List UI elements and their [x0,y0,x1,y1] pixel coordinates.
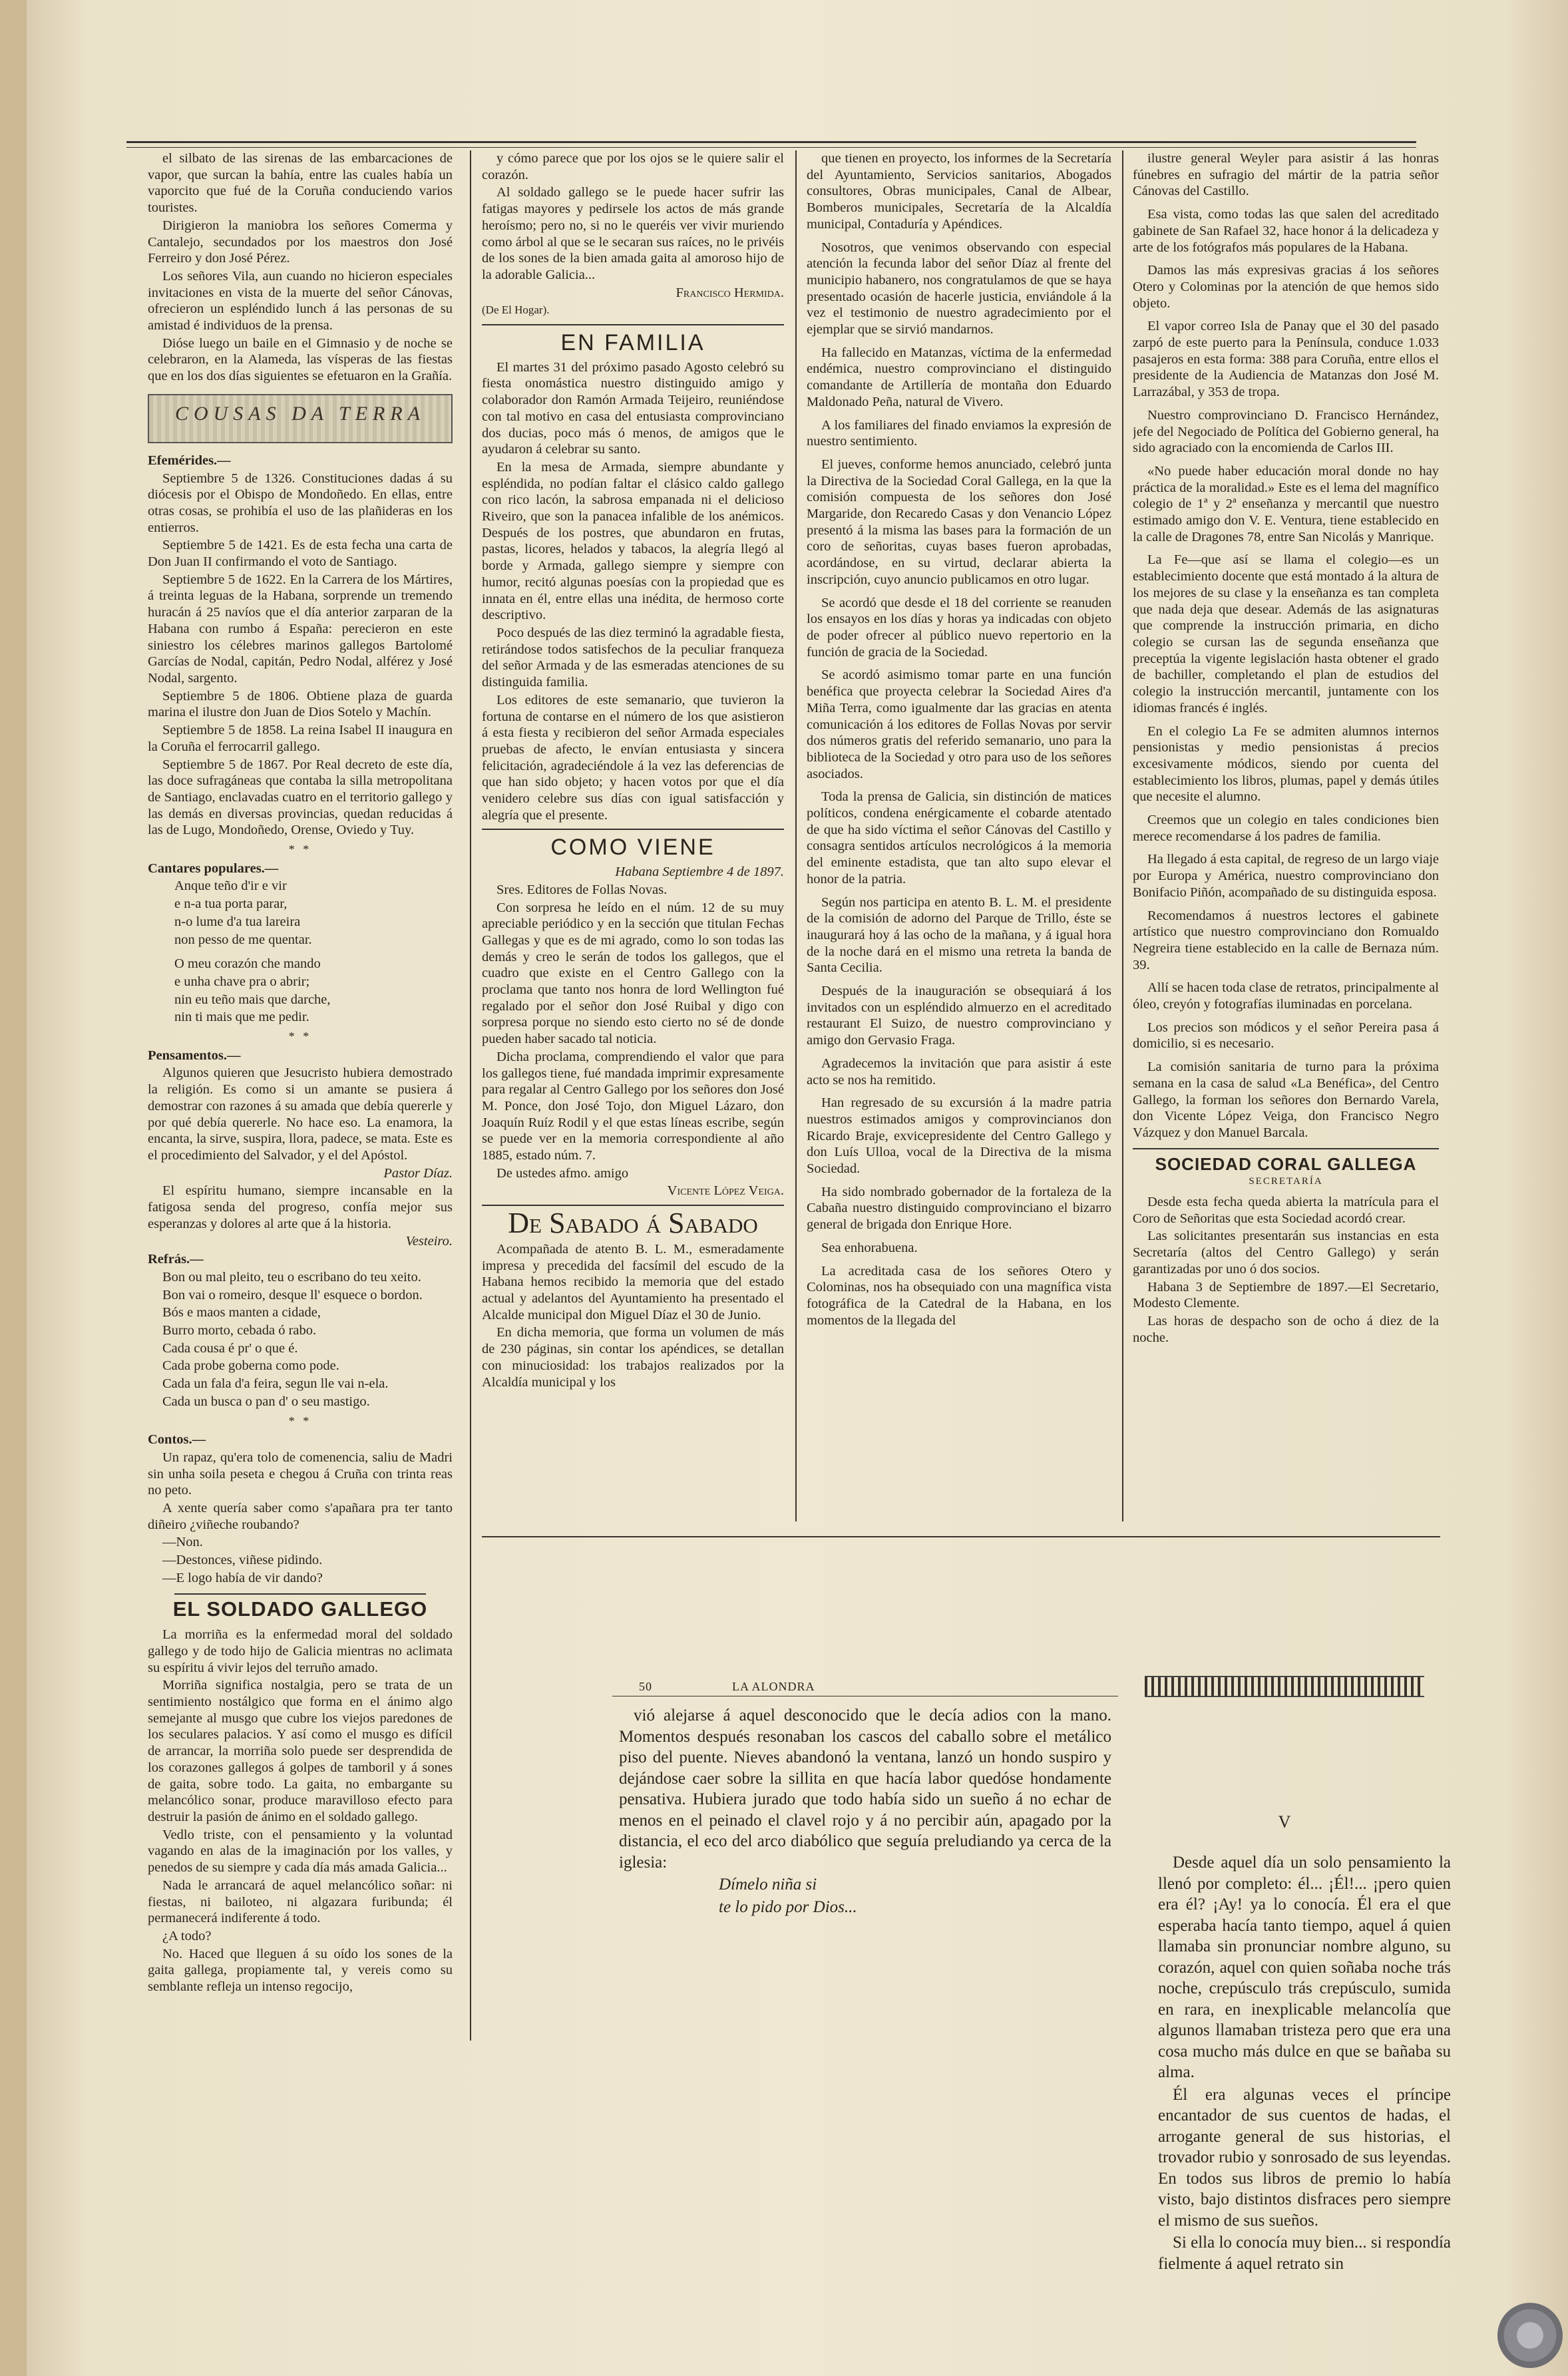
paragraph: Esa vista, como todas las que salen del acreditado gabinete de San Rafael 32, hace honor á la delicadeza y arte de los fotógrafos más populares de la Habana. [1133,207,1439,255]
paragraph: Las solicitantes presentarán sus instancias en esta Secretaría (altos del Centro Gallego) y serán garantizadas por uno ó dos socios. [1133,1229,1439,1277]
col3-text [807,150,1111,1328]
refras-heading: Refrás.— [148,1252,204,1267]
viene-date: Habana Septiembre 4 de 1897. [615,865,784,880]
paragraph: Nuestro comprovinciano D. Francisco Hernández, jefe del Negociado de Política del Gobierno general, ha sido agraciado con la encomienda de Carlos III. [1133,407,1439,456]
column-rule [470,150,471,2041]
paragraph: Los señores Vila, aun cuando no hicieron especiales invitaciones en vista de la muerte del señor Cánovas, ofrecieron un espléndido lunch á las personas de su amistad é individuos de la prensa. [148,268,453,333]
paragraph: A los familiares del finado enviamos la expresión de nuestro sentimiento. [807,417,1111,449]
verse-line: e n-a tua porta parar, [174,896,288,912]
paragraph: El jueves, conforme hemos anunciado, celebró junta la Directiva de la Sociedad Coral Gallega, en la que la comisión compuesta de los señores don José Margaride, don Recaredo Casas y don Venancio López presentó á la misma las bases para la formación de un coro de señoritas, cuyas bases fueron aprobadas, acordándose, en su virtud, declarar abierta la inscripción, cuyo anuncio publicamos en otro lugar. [807,457,1111,587]
hermida-signature: Francisco Hermida. [676,285,784,300]
paragraph: Ha sido nombrado gobernador de la fortaleza de la Cabaña nuestro distinguido comprovinciano el bizarro general de brigada don Enrique Hore. [807,1184,1111,1233]
refras-list [148,1269,453,1410]
paragraph: Desde esta fecha queda abierta la matrícula para el Coro de Señoritas que esta Sociedad acordó crear. [1133,1195,1439,1226]
column-rule [795,150,797,1521]
paragraph: Los editores de este semanario, que tuvieron la fortuna de contarse en el número de los que asistieron á esta fiesta y recibieron del señor Armada especiales pruebas de afecto, le envían entusiasta y sincera felicitación, agradeciéndole á la vez las deferencias de que han sido objeto; y hacen votos por que el día venidero celebre sus días con igual satisfacción y alegría que el presente. [482,692,784,823]
verse-line: nin eu teño mais que darche, [174,992,331,1007]
running-head: LA ALONDRA [732,1680,815,1693]
paragraph: Él era algunas veces el príncipe encantador de sus cuentos de hadas, el arrogante general de sus historias, el trovador rubio y sonrosado de sus leyendas. En todos sus libros de premio lo había visto, bajo distintos disfraces pero siempre el mismo de sus sueños. [1158,2085,1451,2230]
paper-edge [0,0,27,2376]
paragraph: Desde aquel día un solo pensamiento la llenó por completo: él... ¡Él!... ¡pero quien era él? ¡Ay! ya lo conocía. Él era el que esperaba hacía tanto tiempo, aquel á quien llamaba sin pronunciar nombre alguno, su corazón, aquel con quien soñaba noche trás noche, crepúsculo trás crepúsculo, sumida en rara, en inexplicable melancolía que algunos llamaban tristeza pero que era una cosa mucho más dulce en que se bañaba su alma. [1158,1854,1451,2081]
pensamentos-signature-2: Vesteiro. [405,1234,453,1249]
paragraph: Acompañada de atento B. L. M., esmeradamente impresa y precedida del facsímil del escudo de la Habana hemos recibido la memoria que del estado actual y adelantos del Ayuntamiento ha presentado el Alcalde municipal don Miguel Díaz el 30 de Junio. [482,1241,784,1322]
cantares-verse-1 [148,878,453,948]
efemerides-heading: Efemérides.— [148,453,231,468]
paragraph: En la mesa de Armada, siempre abundante y espléndida, no podían faltar el clásico caldo gallego con rico lacón, la sabrosa empanada ni el delicioso Riveiro, que son la panacea infalible de los anémicos. Después de los postres, que abundaron en frutas, pastas, licores, helados y tabacos, la alegría llegó al borde y Armada, gallego siempre y siempre con humor, recitó algunas poesías con la propiedad que es innata en él, entre ellas una inédita, de hermoso corte descriptivo. [482,459,784,623]
paragraph: Las horas de despacho son de ocho á diez de la noche. [1133,1314,1439,1345]
verse-line: Dímelo niña si [719,1876,817,1893]
soldado-text [148,1627,453,1995]
paragraph: La comisión sanitaria de turno para la próxima semana en la casa de salud «La Benéfica», del Centro Gallego, la forman los señores don Bernardo Varela, don Vicente López Veiga, don Francisco Negro Vázquez y don Manuel Barcala. [1133,1060,1439,1140]
paragraph: ¿A todo? [162,1928,212,1943]
paragraph: Después de la inauguración se obsequiará á los invitados con un espléndido almuerzo en el acreditado restaurant El Suizo, de nuestro comprovinciano y amigo don Gervasio Fraga. [807,984,1111,1048]
pensamentos-text-2: El espíritu humano, siempre incansable en la fatigosa senda del progreso, confía mejor sus esperanzas y dolores al arte que á la historia. [148,1183,453,1231]
lower-middle-text: vió alejarse á aquel desconocido que le decía adios con la mano. Momentos después resonaban los cascos del caballo sobre el metálico piso del puente. Nieves abandonó la ventana, lanzó un hondo suspiro y dejándose caer sobre la sillita en que hacía labor quedóse hondamente pensativa. Hubiera jurado que todo había sido un sueño á no echar de menos en el peinado el clavel rojo y á no percibir aún, apagado por la distancia, el eco del arco diabólico que seguía preludiando ya cerca de la iglesia: [619,1706,1111,1872]
paragraph: que tienen en proyecto, los informes de la Secretaría del Ayuntamiento, Servicios sanitarios, Abogados consultores, Obras municipales, Canal de Albear, Bomberos municipales, Secretaría de la Alcaldía municipal, Contaduría y Apéndices. [807,151,1111,232]
efemerides-list [148,471,453,839]
paragraph: Bon ou mal pleito, teu o escribano do teu xeito. [162,1269,421,1285]
library-seal [1497,2303,1563,2368]
bottom-rule [482,1536,1440,1537]
viene-text [482,900,784,1182]
sabado-title: De Sabado á Sabado [508,1207,758,1240]
paragraph: Habana 3 de Septiembre de 1897.—El Secretario, Modesto Clemente. [1133,1279,1439,1311]
coral-text [1133,1194,1439,1346]
cantares-heading: Cantares populares.— [148,861,279,876]
coral-subtitle: SECRETARÍA [1249,1176,1323,1187]
paragraph: Burro morto, cebada ó rabo. [162,1323,317,1338]
paragraph: Con sorpresa he leído en el núm. 12 de su muy apreciable periódico y en la sección que titulan Fechas Gallegas y que es de mi agrado, como lo son todas las demás y creo le serán de todos los gallegos, que el cuadro que existe en el Centro Gallego con la proclama que tanto nos honra de lord Wellington fué regalado por el señor don José Ruibal y digo con sorpresa porque no siendo esto cierto no sé de donde pueden haber sacado tal noticia. [482,900,784,1047]
chapter-number: V [1278,1812,1291,1832]
cousas-da-terra-banner [148,394,453,443]
paragraph: Recomendamos á nuestros lectores el gabinete artístico que nuestro comprovinciano don Romualdo Negreira tiene establecido en la calle de Bernaza núm. 39. [1133,908,1439,972]
section-divider [482,1205,784,1206]
paragraph: y cómo parece que por los ojos se le quiere salir el corazón. [482,151,784,182]
paragraph: Cada probe goberna como pode. [162,1358,339,1374]
paragraph: Dióse luego un baile en el Gimnasio y de noche se celebraron, en la Alameda, las vísperas de las fiestas que en los dos días siguientes se efetuaron en la Grañía. [148,335,453,384]
en-familia-title: EN FAMILIA [560,330,705,356]
column-1 [148,150,453,2044]
asterism: * * [288,1030,312,1044]
column-rule [1122,150,1123,1521]
verse-line: te lo pido por Dios... [719,1897,857,1916]
paragraph: Bós e maos manten a cidade, [162,1305,321,1320]
pensamentos-signature: Pastor Díaz. [383,1165,453,1181]
paragraph: Ha llegado á esta capital, de regreso de un largo viaje por Europa y América, nuestro comprovinciano don Bonifacio Piñón, acompañado de su distinguida esposa. [1133,852,1439,900]
paragraph: Nada le arrancará de aquel melancólico soñar: ni fiestas, ni bailoteo, ni algazara furibunda; él permanecerá indiferente á todo. [148,1878,453,1926]
paragraph: Agradecemos la invitación que para asistir á este acto se nos ha remitido. [807,1056,1111,1088]
pensamentos-heading: Pensamentos.— [148,1048,241,1063]
paragraph: A xente quería saber como s'apañara pra ter tanto diñeiro ¿viñeche roubando? [148,1501,453,1532]
paragraph: —Non. [162,1535,203,1550]
paragraph: Bon vai o romeiro, desque ll' esquece o bordon. [162,1287,423,1302]
section-divider [174,1593,426,1595]
paragraph: Septiembre 5 de 1421. Es de esta fecha una carta de Don Juan II confirmando el voto de Santiago. [148,538,453,570]
paragraph: Al soldado gallego se le puede hacer sufrir las fatigas mayores y pedirsele los actos de más grande heroísmo; pero no, si no le queréis ver vivir muriendo como árbol al que se le secaran sus raíces, no le privéis de los sones de la bien amada gaita al amoroso hijo de la adorable Galicia... [482,185,784,282]
paragraph: No. Haced que lleguen á su oído los sones de la gaita gallega, propiamente tal, y vereis como su semblante refleja un intenso regocijo, [148,1946,453,1995]
ornament-band [1145,1676,1424,1697]
paragraph: La Fe—que así se llama el colegio—es un establecimiento docente que está montado á la altura de los mejores de su clase y la enseñanza es tan completa que nada deja que desear. Además de las asignaturas que comprende la instrucción primaria, en dicho colegio se cursan las de segunda enseñanza que preceptúa la vigente legislación hasta obtener el grado de bachiller, completando el plan de estudios del colegio la instrucción mercantil, juntamente con los idiomas francés é inglés. [1133,552,1439,715]
paragraph: Han regresado de su excursión á la madre patria nuestros estimados amigos y comprovincianos don Ricardo Braje, exvicepresidente del Centro Gallego y don Luís Ulloa, vocal de la Directiva de la misma Sociedad. [807,1095,1111,1177]
como-viene-title: COMO VIENE [550,835,715,861]
section-divider [1133,1148,1439,1149]
soldado-title: EL SOLDADO GALLEGO [172,1597,428,1621]
paragraph: Dirigieron la maniobra los señores Comerma y Cantalejo, secundados por los maestros don José Ferreiro y don José Pérez. [148,218,453,266]
top-rule [126,141,1416,148]
paragraph: Septiembre 5 de 1622. En la Carrera de los Mártires, á treinta leguas de la Habana, sorprende un tremendo huracán á 25 navíos que el día anterior zarparan de la Habana con rumbo á España: perecieron en este siniestro los célebres marinos gallegos Bartolomé Garcías de Nodal, capitán, Pedro Nodal, alférez y José Nodal, sargento. [148,572,453,686]
cantares-verse-2 [148,956,453,1026]
paragraph: Damos las más expresivas gracias á los señores Otero y Colominas por la atención de que hemos sido objeto. [1133,263,1439,311]
contos-heading: Contos.— [148,1432,206,1448]
section-divider [482,829,784,830]
paragraph: —E logo había de vir dando? [162,1570,323,1585]
paragraph: Septiembre 5 de 1867. Por Real decreto de este día, las doce sufragáneas que contaba la silla metropolitana de Santiago, enclavadas cuatro en el territorio gallego y las demás en diversas provincias, quedan reducidas á las de Lugo, Mondoñedo, Orense, Oviedo y Tuy. [148,757,453,838]
paragraph: Vedlo triste, con el pensamiento y la voluntad vagando en alas de la imaginación por los valles, y penedos de su siempre y cada día más amada Galicia... [148,1827,453,1876]
banner-text: COUSAS DA TERRA [174,402,426,425]
paragraph: Septiembre 5 de 1326. Constituciones dadas á su diócesis por el Obispo de Mondoñedo. En ellas, entre otras cosas, se prohibía el uso de las plañideras en los entierros. [148,471,453,535]
section-divider [482,324,784,325]
paragraph: Dicha proclama, comprendiendo el valor que para los gallegos tiene, fué mandada imprimir expresamente para regalar al Centro Gallego por los señores don José M. Ponce, don José Tojo, don Miguel Lázaro, don Joaquín Ruíz Rodil y el que estas líneas escribe, según se puede ver en la memoria correspondiente al año 1885, estado núm. 7. [482,1049,784,1163]
verse-line: n-o lume d'a tua lareira [174,914,301,929]
paragraph: Se acordó que desde el 18 del corriente se reanuden los ensayos en los días y horas ya indicadas con objeto de poder ofrecer al público nuevo repertorio en la función de gracia de la Sociedad. [807,595,1111,660]
paragraph: Ha fallecido en Matanzas, víctima de la enfermedad endémica, nuestro comprovinciano el distinguido comandante de Artillería de montaña don Eduardo Maldonado Peña, natural de Vivero. [807,345,1111,409]
paragraph: La morriña es la enfermedad moral del soldado gallego y de todo hijo de Galicia mientras no aclimata su espíritu á vivir lejos del terruño amado. [148,1627,453,1675]
paragraph: Según nos participa en atento B. L. M. el presidente de la comisión de adorno del Parque de Trillo, éste se inaugurará hoy á las ocho de la mañana, y á igual hora de la noche dará en el mismo una retreta la banda de Santa Cecilia. [807,894,1111,976]
paragraph: —Destonces, viñese pidindo. [162,1553,323,1568]
paragraph: Cada un busca o pan d' o seu mastigo. [162,1394,370,1409]
paragraph: Septiembre 5 de 1858. La reina Isabel II inaugura en la Coruña el ferrocarril gallego. [148,723,453,754]
col1-intro [148,150,453,385]
paragraph: Cada cousa é pr' o que é. [162,1340,298,1356]
paragraph: Morriña significa nostalgia, pero se trata de un sentimiento nostálgico que forma en el ánimo algo semejante al musgo que cubre los viejos paredones de los seculares palacios. Y así como el musgo es difícil de arrancar, la morriña solo puede ser desprendida de los corazones gallegos á golpes de tamboril y á sones de gaita, sobre todo. La gaita, no embargante su melancólico sonar, produce maravilloso efecto para destruir la pasión de ánimo en el soldado gallego. [148,1678,453,1824]
paragraph: Toda la prensa de Galicia, sin distinción de matices políticos, condena enérgicamente el cobarde atentado de que ha sido víctima el señor Cánovas del Castillo y consagra sentidos artículos necrológicos á la memoria del eminente estadista, que tan alto supo elevar el honor de la patria. [807,789,1111,887]
verse-line: e unha chave pra o abrir; [174,974,310,989]
paragraph: Un rapaz, qu'era tolo de comenencia, saliu de Madri sin unha soila peseta e chegou á Cruña con trinta reas no peto. [148,1450,453,1498]
paragraph: Allí se hacen toda clase de retratos, principalmente al óleo, creyón y fotografías iluminadas en porcelana. [1133,980,1439,1012]
col4-text [1133,150,1439,1141]
paragraph: Septiembre 5 de 1806. Obtiene plaza de guarda marina el ilustre don Juan de Dios Sotelo y Machín. [148,688,453,720]
paragraph: El martes 31 del próximo pasado Agosto celebró su fiesta onomástica nuestro distinguido amigo y colaborador don Ramón Armada Teijeiro, reuniéndose con tal motivo en casa del entusiasta comprovinciano dos ducias, poco más ó menos, de amigos que le ayudaron á celebrar su santo. [482,359,784,457]
lower-right-column [1158,1852,1451,2329]
coral-title: SOCIEDAD CORAL GALLEGA [1155,1153,1417,1174]
lower-middle-column [619,1705,1111,1985]
lower-right-text [1158,1852,1451,2274]
paragraph: Creemos que un colegio en tales condiciones bien merece recomendarse á los padres de familia. [1133,813,1439,844]
verse-line: nin ti mais que me pedir. [174,1010,309,1025]
paragraph: Si ella lo conocía muy bien... si respondía fielmente á aquel retrato sin [1158,2234,1451,2273]
paragraph: Se acordó asimismo tomar parte en una función benéfica que proyecta celebrar la Sociedad Aires d'a Miña Terra, como igualmente dar las gracias en atenta comunicación á los editores de Follas Novas por servir dos números gratis del referido semanario, uno para la biblioteca de la Sociedad y otro para uso de los señores asociados. [807,668,1111,781]
paragraph: En el colegio La Fe se admiten alumnos internos pensionistas y medio pensionistas á precios excesivamente módicos, siendo por cuenta del establecimiento los libros, plumas, papel y demás útiles que necesite el alumno. [1133,723,1439,805]
paragraph: Sea enhorabuena. [821,1240,918,1255]
column-2 [482,150,784,1535]
paragraph: El vapor correo Isla de Panay que el 30 del pasado zarpó de este puerto para la Península, conduce 1.033 pasajeros en esta forma: 388 para Coruña, entre ellos el presidente de la Audiencia de Matanzas don José M. Larrazábal, y 353 de tropa. [1133,319,1439,400]
paragraph: De ustedes afmo. amigo [496,1165,629,1181]
sabado-text [482,1241,784,1390]
viene-signature: Vicente López Veiga. [667,1183,784,1199]
asterism: * * [288,1414,312,1428]
viene-addressee: Sres. Editores de Follas Novas. [496,882,668,897]
paragraph: ilustre general Weyler para asistir á las honras fúnebres en sufragio del mártir de la patria señor Cánovas del Castillo. [1133,151,1439,199]
lower-middle-verse [619,1874,1111,1917]
verse-line: Anque teño d'ir e vir [174,879,287,894]
col2-intro [482,150,784,284]
contos-list [148,1450,453,1587]
paragraph: Los precios son módicos y el señor Pereira pasa á domicilio, si es necesario. [1133,1020,1439,1052]
verse-line: non pesso de me quentar. [174,932,312,947]
page-number: 50 [639,1680,652,1693]
column-4 [1133,150,1439,1528]
asterism: * * [288,843,312,857]
paragraph: La acreditada casa de los señores Otero y Colominas, nos ha obsequiado con una magnífica vista fotográfica de la Catedral de la Habana, en los momentos de la llegada del [807,1263,1111,1328]
paragraph: Cada un fala d'a feira, segun lle vai n-ela. [162,1376,389,1392]
paragraph: Poco después de las diez terminó la agradable fiesta, retirándose todos satisfechos de la peculiar franqueza del señor Armada y de las esmeradas atenciones de su distinguida familia. [482,625,784,690]
source-note: (De El Hogar). [482,303,550,317]
paragraph: Nosotros, que venimos observando con especial atención la fecunda labor del señor Díaz al frente del municipio habanero, nos congratulamos de que se haya presentado ocasión de hacerle justicia, enviándole á la vez el testimonio de nuestro agradecimiento por el ejemplar que se sirvió mandarnos. [807,240,1111,337]
paragraph: En dicha memoria, que forma un volumen de más de 230 páginas, sin contar los apéndices, se detallan con minuciosidad: los trabajos realizados por la Alcaldía municipal y los [482,1325,784,1390]
familia-text [482,359,784,824]
paragraph: el silbato de las sirenas de las embarcaciones de vapor, que surcan la bahía, entre las cuales había un vaporcito que fué de la Coruña conduciendo varios touristes. [148,151,453,216]
column-3 [807,150,1111,1528]
verse-line: O meu corazón che mando [174,956,321,972]
paragraph: «No puede haber educación moral donde no hay práctica de la moralidad.» Este es el lema del magnífico colegio de 1ª y 2ª enseñanza y mercantil que nuestro estimado amigo don V. E. Ventura, tiene establecido en la calle de Dragones 78, entre San Nicolás y Manrique. [1133,463,1439,544]
pensamentos-text: Algunos quieren que Jesucristo hubiera demostrado la religión. Es como si un amante se pusiera á demostrar con razones á su amada que debía quererle y por qué debía quererle. No hace eso. La enamora, la encanta, la sirve, suspira, llora, padece, se mata. Este es el procedimiento del Salvador, y el del Apóstol. [148,1066,453,1163]
